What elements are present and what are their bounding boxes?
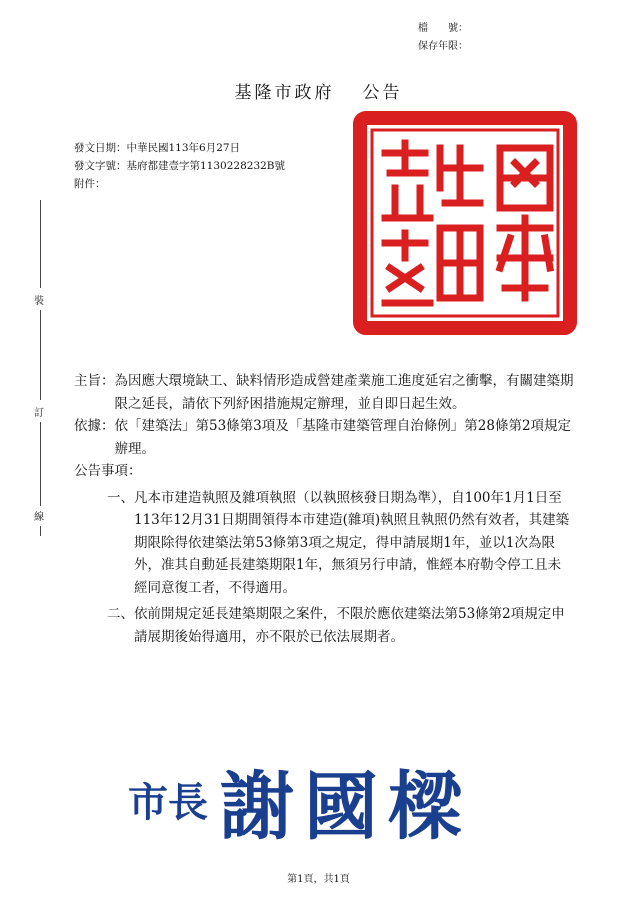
basis-text: 依「建築法」第53條第3項及「基隆市建築管理自治條例」第28條第2項規定辦理。 (114, 418, 572, 457)
binding-mark-zhuang: 裝 (34, 296, 44, 307)
subject-text: 為因應大環境缺工、缺料情形造成營建產業施工進度延宕之衝擊，有關建築期限之延長，請依下列紓困措施規定辦理，並自即日起生效。 (114, 373, 574, 412)
notice-item-text: 凡本市建造執照及雜項執照（以執照核發日期為準），自100年1月1日至113年12月31日期間領得本市建造(雜項)執照且執照仍然有效者，其建築期限除得依建築法第53條第3項之規定，得申請展期1年，並以1次為限外，准其自動延長建築期限1年，無須另行申請，惟經本府勒令停工且未經同意復工者，不得適用。 (134, 489, 570, 596)
notice-item-number: 一、 (107, 489, 134, 506)
notice-item (74, 487, 574, 600)
binding-rule (40, 200, 41, 288)
subject-section (74, 370, 574, 415)
binding-margin (26, 200, 56, 530)
doc-type: 公告 (362, 83, 403, 103)
retention-label: 保存年限： (418, 41, 468, 52)
official-seal-stamp (350, 108, 580, 338)
basis-label: 依據： (74, 418, 115, 434)
notice-item (74, 603, 574, 648)
archive-info (418, 20, 468, 56)
document-number: 發文字號：基府都建壹字第1130228232B號 (74, 160, 286, 172)
subject-label: 主旨： (74, 373, 115, 389)
binding-mark-ding: 訂 (34, 408, 44, 419)
document-title (0, 78, 637, 103)
binding-rule (40, 310, 41, 400)
attachment: 附件： (74, 178, 106, 190)
page-number: 第1頁，共1頁 (287, 874, 350, 885)
issue-date: 發文日期：中華民國113年6月27日 (74, 142, 241, 154)
mayor-title: 市長 (128, 780, 208, 826)
announcement-body (74, 370, 574, 648)
notice-heading: 公告事項： (74, 463, 142, 479)
basis-section (74, 415, 574, 460)
binding-rule (40, 526, 41, 536)
notice-item-text: 依前開規定延長建築期限之案件，不限於應依建築法第53條第2項規定申請展期後始得適用，亦不限於已依法展期者。 (134, 606, 565, 645)
file-no-label: 檔 號： (418, 23, 468, 34)
binding-mark-xian: 線 (34, 512, 44, 523)
mayor-signature-stamp (128, 748, 508, 858)
mayor-name: 謝國樑 (220, 764, 472, 850)
binding-rule (40, 422, 41, 506)
notice-item-number: 二、 (107, 606, 134, 622)
document-meta (74, 139, 285, 193)
agency-name: 基隆市政府 (234, 83, 335, 103)
